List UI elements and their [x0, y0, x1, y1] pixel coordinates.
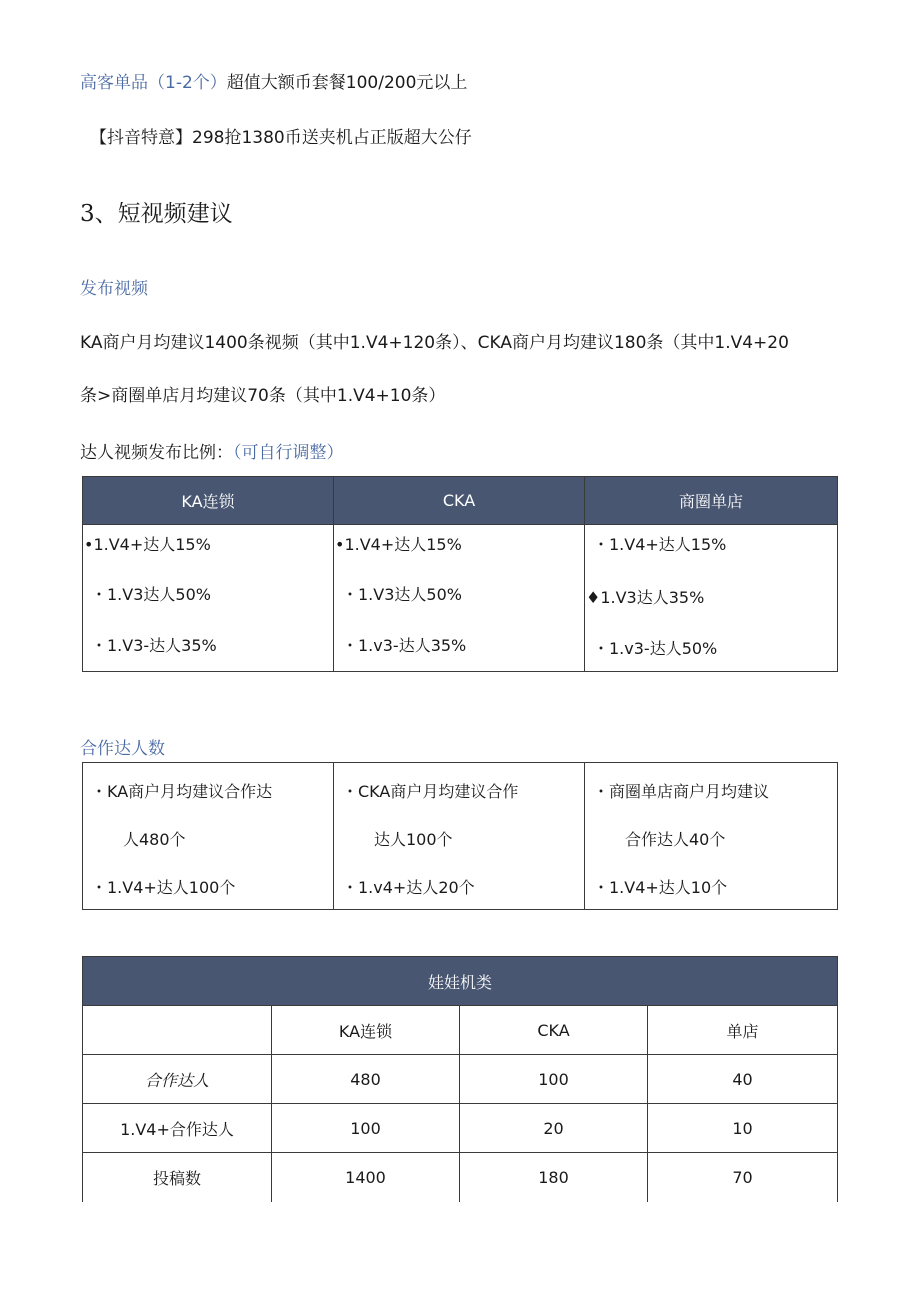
doll-cell: 20	[460, 1104, 648, 1153]
list-item: •1.V4+达人15%	[335, 535, 462, 554]
doll-row-label: 投稿数	[83, 1153, 272, 1202]
ratio-cell-shop	[585, 525, 838, 672]
doll-header-ka: KA连锁	[272, 1006, 460, 1055]
ratio-cell-cka	[334, 525, 585, 672]
doll-header-shop: 单店	[648, 1006, 838, 1055]
list-item: ・商圈单店商户月均建议	[593, 782, 770, 801]
ratio-label: 达人视频发布比例：	[80, 443, 233, 463]
list-item: ・1.v4+达人20个	[342, 878, 475, 897]
doll-table-title: 娃娃机类	[83, 957, 838, 1006]
coop-cell-ka	[83, 763, 334, 910]
doll-cell: 480	[272, 1055, 460, 1104]
list-item: ・1.V3-达人35%	[91, 636, 217, 655]
publish-line-2: 条>商圈单店月均建议70条（其中1.V4+10条）	[80, 386, 446, 406]
list-item: ・1.V3达人50%	[91, 585, 211, 604]
list-item: ・KA商户月均建议合作达	[91, 782, 273, 801]
list-item: •1.V4+达人15%	[84, 535, 211, 554]
ratio-cell-ka	[83, 525, 334, 672]
list-item: ・CKA商户月均建议合作	[342, 782, 519, 801]
intro-line-1-text: 超值大额币套餐100/200元以上	[226, 73, 468, 93]
intro-line-1-highlight: 高客单品（1-2个）	[80, 73, 227, 93]
doll-cell: 70	[648, 1153, 838, 1202]
ratio-header-shop: 商圈单店	[585, 477, 838, 525]
ratio-note: （可自行调整）	[233, 443, 344, 463]
section-title: 3、短视频建议	[80, 201, 233, 227]
list-item: ・1.v3-达人35%	[342, 636, 467, 655]
publish-line-1: KA商户月均建议1400条视频（其中1.V4+120条）、CKA商户月均建议180条（其中1.V4+20	[80, 333, 789, 353]
table-row	[83, 1104, 838, 1153]
list-item: ・1.v3-达人50%	[593, 639, 718, 658]
coop-cell-cka	[334, 763, 585, 910]
doll-cell: 100	[460, 1055, 648, 1104]
ratio-table	[82, 476, 838, 672]
ratio-header-ka: KA连锁	[83, 477, 334, 525]
doll-cell: 1400	[272, 1153, 460, 1202]
intro-line-1	[80, 72, 467, 94]
table-row	[83, 1153, 838, 1202]
doll-cell: 180	[460, 1153, 648, 1202]
coop-cell-shop	[585, 763, 838, 910]
ratio-header-cka: CKA	[334, 477, 585, 525]
doll-row-label: 1.V4+合作达人	[83, 1104, 272, 1153]
list-item: 合作达人40个	[625, 830, 726, 849]
intro-line-2: 【抖音特意】298抢1380币送夹机占正版超大公仔	[90, 128, 472, 148]
coop-table	[82, 762, 838, 910]
list-item: ♦1.V3达人35%	[586, 588, 705, 607]
list-item: ・1.V4+达人15%	[593, 535, 727, 554]
list-item: 达人100个	[374, 830, 453, 849]
doll-cell: 100	[272, 1104, 460, 1153]
doll-header-cka: CKA	[460, 1006, 648, 1055]
doll-table	[82, 956, 838, 1202]
doll-cell: 10	[648, 1104, 838, 1153]
doll-header-empty	[83, 1006, 272, 1055]
list-item: ・1.V3达人50%	[342, 585, 462, 604]
list-item: ・1.V4+达人10个	[593, 878, 728, 897]
coop-heading: 合作达人数	[80, 739, 165, 759]
publish-heading: 发布视频	[80, 279, 148, 299]
doll-row-label: 合作达人	[83, 1055, 272, 1104]
table-row	[83, 1055, 838, 1104]
list-item: 人480个	[123, 830, 186, 849]
doll-cell: 40	[648, 1055, 838, 1104]
ratio-label-line	[80, 442, 344, 464]
list-item: ・1.V4+达人100个	[91, 878, 236, 897]
